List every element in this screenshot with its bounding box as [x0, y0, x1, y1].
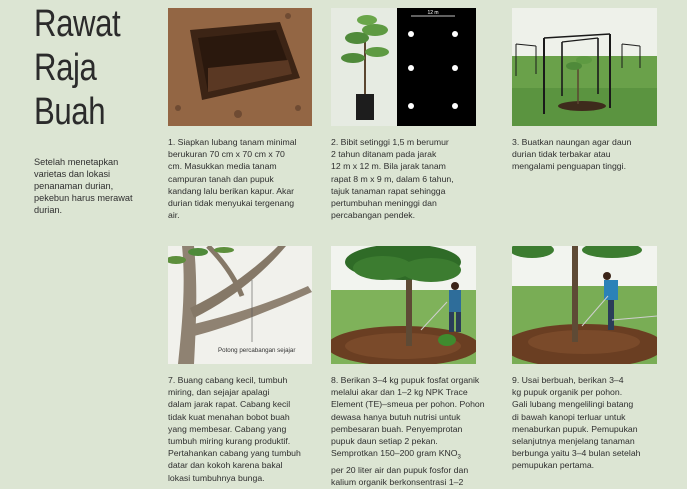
step-9-caption: 9. Usai berbuah, berikan 3–4 kg pupuk organik per pohon. Gali lubang mengelilingi batang di bawah kanopi terluar untuk menaburkan pupuk. Pemupukan selanjutnya menjelang tanaman berbunga yaitu 3–4 bulan setelah pemupukan pertama. [512, 375, 641, 471]
spacing-label: 12 m [427, 10, 439, 16]
photo-planting-hole [168, 8, 312, 126]
photo-pruning [168, 246, 312, 364]
step-1-caption: 1. Siapkan lubang tanam minimal berukuran 70 cm x 70 cm x 70 cm. Masukkan media tanam campuran tanah dan pupuk kandang lalu berikan kapur. Akar durian tidak menyukai tergenang air. [168, 137, 297, 221]
photo-seedling-spacing [331, 8, 476, 126]
step-8-caption [331, 374, 507, 489]
pruning-label: Potong percabangan sejajar [218, 347, 296, 354]
intro-text: Setelah menetapkan varietas dan lokasi penanaman durian, pekebun harus merawat durian. [34, 157, 133, 215]
step-2-caption: 2. Bibit setinggi 1,5 m berumur 2 tahun ditanam pada jarak 12 m x 12 m. Bila jarak tanam rapat 8 m x 9 m, dalam 6 tahun, tajuk tanaman rapat sehingga pertumbuhan meninggi dan percabangan pendek. [331, 137, 454, 221]
step-8-caption-end: per 20 liter air dan pupuk fosfor dan kalium organik berkonsentrasi 1–2 [331, 465, 469, 488]
step-8-caption-main: 8. Berikan 3–4 kg pupuk fosfat organik melalui akar dan 1–2 kg NPK Trace Element (TE)–smeua per pohon. Pohon dewasa hanya butuh nutrisi untuk pembesaran buah. Penyemprotan pupuk daun setiap 2 pekan. Semprotkan 150–200 gram KNO [331, 375, 485, 459]
title-line-1: Rawat [34, 3, 121, 45]
photo-fertilizing [331, 246, 476, 364]
step-8-caption-subscript: 3 [457, 454, 461, 461]
photo-shade-structure [512, 8, 657, 126]
title-line-2: Raja [34, 47, 97, 89]
step-3-caption: 3. Buatkan naungan agar daun durian tidak terbakar atau mengalami penguapan tinggi. [512, 137, 632, 172]
photo-post-harvest [512, 246, 657, 364]
title-line-3: Buah [34, 91, 106, 133]
page-title [34, 2, 120, 134]
step-7-caption: 7. Buang cabang kecil, tumbuh miring, dan sejajar apalagi dalam jarak rapat. Cabang kecil tidak kuat menahan bobot buah yang membesar. Cabang yang tumbuh miring kurang produktif. Pertahankan cabang yang tumbuh datar dan kokoh karena bakal lokasi tumbuhnya bunga. [168, 375, 301, 483]
